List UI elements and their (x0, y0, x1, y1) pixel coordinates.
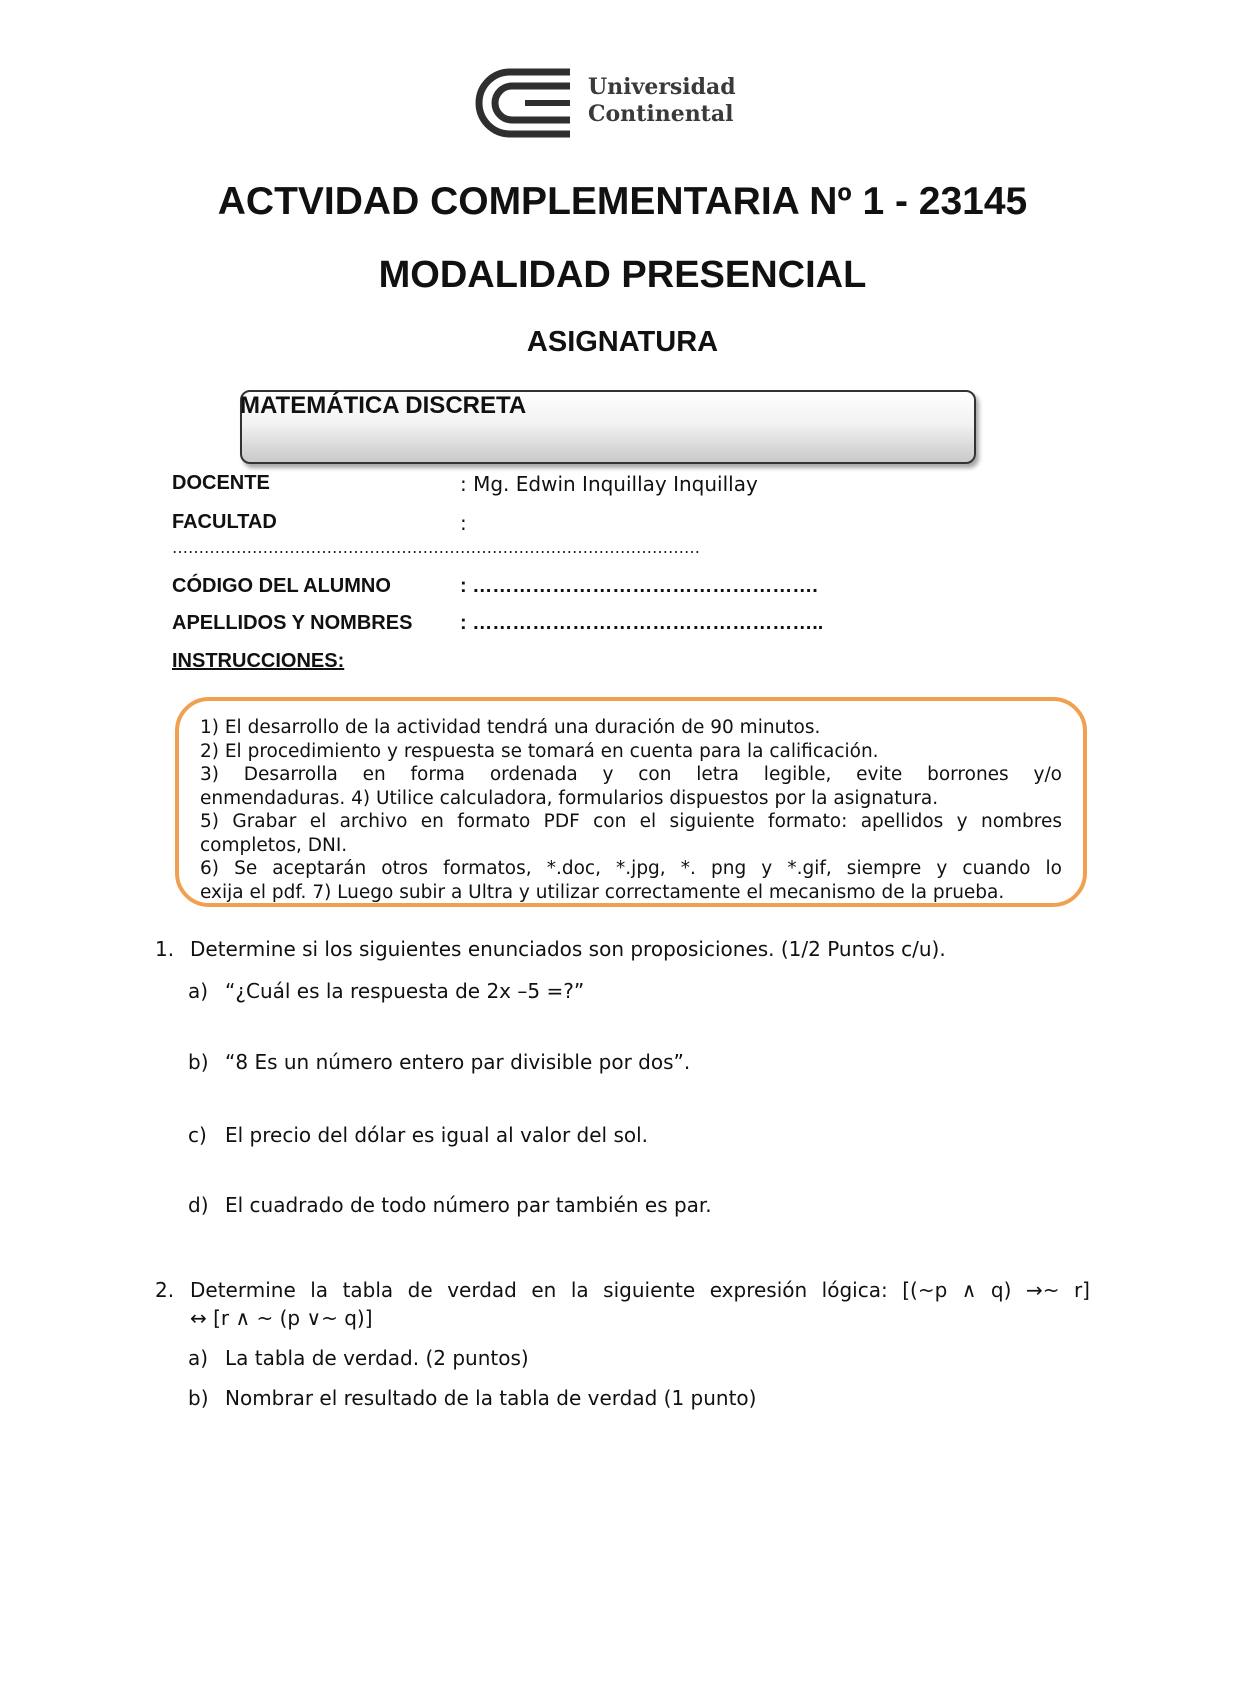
option-text: Nombrar el resultado de la tabla de verdad (1 punto) (225, 1386, 757, 1410)
docente-value: : Mg. Edwin Inquillay Inquillay (460, 472, 758, 496)
question-text-continued: ↔ [r ∧ ~ (p ∨~ q)] (190, 1306, 373, 1330)
option-text: El cuadrado de todo número par también es par. (225, 1193, 712, 1217)
instruction-line: 5) Grabar el archivo en formato PDF con el siguiente formato: apellidos y nombres (200, 811, 1062, 832)
question-text: Determine la tabla de verdad en la siguiente expresión lógica: [(~p ∧ q) →~ r] (190, 1278, 1090, 1302)
question-text: Determine si los siguientes enunciados son proposiciones. (1/2 Puntos c/u). (190, 937, 946, 961)
subject-name: MATEMÁTICA DISCRETA (240, 392, 527, 419)
question-number: 2. (155, 1278, 175, 1302)
option-text: La tabla de verdad. (2 puntos) (225, 1346, 529, 1370)
logo-line-1: Universidad (588, 74, 736, 100)
logo-line-2: Continental (588, 101, 734, 127)
option-letter: c) (188, 1123, 207, 1147)
instruction-line: 1) El desarrollo de la actividad tendrá una duración de 90 minutos. (200, 717, 821, 738)
option-letter: b) (188, 1050, 209, 1074)
instruction-line: enmendaduras. 4) Utilice calculadora, formularios dispuestos por la asignatura. (200, 787, 939, 809)
option-letter: d) (188, 1193, 209, 1217)
student-name-field: : …………………………………………….. (460, 612, 824, 634)
option-text: El precio del dólar es igual al valor del sol. (225, 1123, 649, 1147)
option-letter: b) (188, 1386, 209, 1410)
instruction-line: completos, DNI. (200, 834, 348, 856)
option-text: “¿Cuál es la respuesta de 2x –5 =?” (225, 979, 585, 1003)
facultad-blank-line: ……………………………………………………………………………………… (172, 538, 700, 557)
subject-heading: ASIGNATURA (526, 326, 719, 358)
option-letter: a) (188, 1346, 209, 1370)
option-letter: a) (188, 979, 209, 1003)
logo-wordmark (588, 74, 736, 128)
instruction-line: 6) Se aceptarán otros formatos, *.doc, *.jpg, *. png y *.gif, siempre y cuando lo (200, 858, 1062, 879)
student-code-field: : ……………………………………………. (460, 575, 818, 597)
question-number: 1. (155, 937, 175, 961)
instructions-label: INSTRUCCIONES: (172, 650, 345, 672)
facultad-value: : (460, 511, 467, 535)
student-code-label: CÓDIGO DEL ALUMNO (172, 575, 391, 597)
instruction-line: exija el pdf. 7) Luego subir a Ultra y utilizar correctamente el mecanismo de la prueba. (200, 881, 1005, 903)
instruction-line: 2) El procedimiento y respuesta se tomará en cuenta para la calificación. (200, 740, 879, 762)
student-name-label: APELLIDOS Y NOMBRES (172, 612, 413, 634)
option-text: “8 Es un número entero par divisible por dos”. (225, 1050, 691, 1074)
page-title: ACTVIDAD COMPLEMENTARIA Nº 1 - 23145 (217, 180, 1028, 223)
instruction-line: 3) Desarrolla en forma ordenada y con letra legible, evite borrones y/o (200, 764, 1062, 785)
docente-label: DOCENTE (172, 472, 270, 494)
instructions-text (200, 716, 1062, 903)
modality-heading: MODALIDAD PRESENCIAL (378, 254, 867, 296)
facultad-label: FACULTAD (172, 511, 277, 533)
